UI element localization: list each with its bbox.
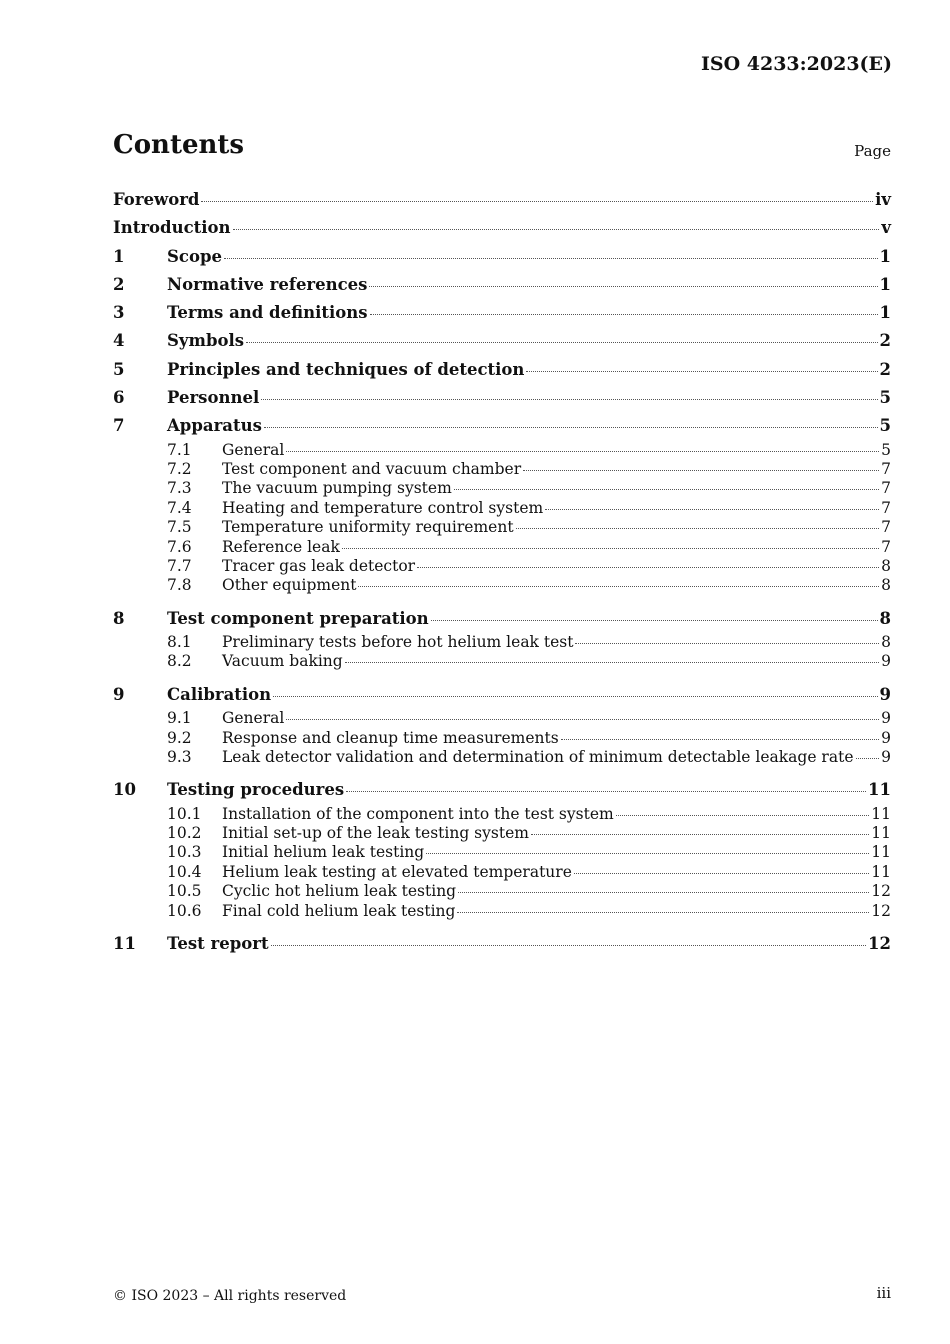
toc-entry-page: 11 [871,804,891,823]
toc-entry-title: Introduction [113,218,231,238]
toc-entry-page: 11 [868,780,891,800]
toc-entry-title: Preliminary tests before hot helium leak test [222,633,574,652]
toc-subsection-entry[interactable] [113,729,891,748]
toc-section-entry[interactable] [113,412,891,440]
toc-entry-title: Testing procedures [167,780,345,800]
toc-entry-page: 8 [881,576,891,595]
toc-entry-number: 7.2 [167,460,192,479]
toc-entry-page: v [881,218,891,238]
toc-entry-number: 6 [113,388,125,408]
toc-subsection-entry[interactable] [113,460,891,479]
toc-entry-title: Principles and techniques of detection [167,359,525,379]
dot-leader [545,508,879,510]
toc-entry-page: 1 [879,303,891,323]
toc-entry-title: General [222,709,285,728]
toc-entry-number: 8.2 [167,652,192,671]
toc-entry-page: 11 [871,824,891,843]
toc-entry-title: Calibration [167,684,272,704]
toc-entry-number: 8.1 [167,633,192,652]
toc-subsection-entry[interactable] [113,557,891,576]
toc-entry-title: Cyclic hot helium leak testing [222,882,457,901]
toc-subsection-entry[interactable] [113,633,891,652]
toc-subsection-entry[interactable] [113,518,891,537]
dot-leader [261,398,877,400]
toc-entry-page: 1 [879,274,891,294]
toc-entry-page: 12 [871,882,891,901]
dot-leader [201,200,873,202]
toc-section-entry[interactable] [113,186,891,214]
toc-entry-page: 7 [881,537,891,556]
dot-leader [561,738,879,740]
dot-leader [616,814,870,816]
toc-entry-page: 9 [881,728,891,747]
toc-entry-number: 7.5 [167,518,192,537]
toc-entry-number: 9.3 [167,747,192,766]
page-title: Contents [113,130,245,160]
copyright-notice: © ISO 2023 – All rights reserved [113,1288,347,1304]
toc-subsection-entry[interactable] [113,652,891,671]
toc-section-entry[interactable] [113,605,891,633]
document-id: ISO 4233:2023(E) [700,53,892,75]
dot-leader [273,695,877,697]
toc-subsection-entry[interactable] [113,843,891,862]
toc-entry-page: 7 [881,479,891,498]
toc-entry-title: Helium leak testing at elevated temperature [222,862,572,881]
toc-entry-number: 9.1 [167,709,192,728]
dot-leader [575,642,879,644]
toc-entry-number: 10.4 [167,862,202,881]
toc-entry-page: 5 [879,416,891,436]
dot-leader [286,450,879,452]
toc-entry-title: Test report [167,933,269,953]
toc-subsection-entry[interactable] [113,863,891,882]
toc-entry-page: 2 [879,331,891,351]
toc-entry-number: 8 [113,608,125,628]
toc-entry-page: iv [875,190,891,209]
toc-entry-page: 9 [881,652,891,671]
dot-leader [417,566,879,568]
toc-entry-title: Leak detector validation and determination of minimum detectable leakage rate [222,747,854,766]
toc-entry-title: General [222,440,285,459]
dot-leader [233,228,880,230]
toc-section-entry[interactable] [113,214,891,242]
dot-leader [454,488,879,490]
toc-entry-number: 7.3 [167,479,192,498]
dot-leader [531,833,869,835]
toc-entry-title: Normative references [167,274,368,294]
toc-subsection-entry[interactable] [113,805,891,824]
toc-entry-page: 12 [868,933,891,953]
toc-entry-title: Terms and definitions [167,303,368,323]
dot-leader [345,661,879,663]
toc-entry-title: Temperature uniformity requirement [222,518,514,537]
dot-leader [224,257,878,259]
toc-section-entry[interactable] [113,356,891,384]
toc-entry-page: 8 [881,557,891,576]
toc-section-entry[interactable] [113,299,891,327]
toc-entry-number: 10 [113,780,136,800]
toc-entry-title: Test component and vacuum chamber [222,460,522,479]
toc-entry-title: Scope [167,246,223,266]
toc-entry-number: 10.5 [167,882,202,901]
toc-section-entry[interactable] [113,327,891,355]
toc-entry-number: 10.2 [167,824,202,843]
toc-subsection-entry[interactable] [113,824,891,843]
toc-entry-number: 2 [113,274,125,294]
toc-entry-number: 7.8 [167,576,192,595]
toc-entry-number: 9.2 [167,728,192,747]
toc-subsection-entry[interactable] [113,576,891,595]
toc-entry-title: Symbols [167,331,245,351]
table-of-contents [113,186,891,958]
dot-leader [526,370,877,372]
dot-leader [457,911,869,913]
dot-leader [523,469,879,471]
toc-entry-number: 3 [113,303,125,323]
toc-entry-page: 12 [871,901,891,920]
toc-entry-number: 11 [113,933,136,953]
toc-entry-number: 7.1 [167,440,192,459]
toc-entry-page: 7 [881,498,891,517]
toc-entry-title: Apparatus [167,416,262,436]
toc-section-entry[interactable] [113,243,891,271]
toc-entry-number: 7.7 [167,557,192,576]
toc-entry-page: 9 [881,709,891,728]
dot-leader [271,944,866,946]
toc-entry-number: 7 [113,416,125,436]
page-number: iii [876,1284,891,1302]
toc-entry-number: 10.1 [167,804,202,823]
toc-entry-page: 8 [879,608,891,628]
dot-leader [369,285,877,287]
toc-entry-number: 10.3 [167,843,202,862]
toc-subsection-entry[interactable] [113,479,891,498]
toc-entry-title: Other equipment [222,576,357,595]
toc-entry-number: 4 [113,331,125,351]
toc-entry-page: 9 [881,747,891,766]
toc-section-entry[interactable] [113,271,891,299]
toc-entry-page: 1 [879,246,891,266]
toc-entry-page: 7 [881,460,891,479]
toc-entry-page: 5 [879,388,891,408]
toc-entry-number: 5 [113,359,125,379]
dot-leader [516,527,880,529]
toc-entry-title: Tracer gas leak detector [222,557,416,576]
toc-entry-title: Test component preparation [167,608,429,628]
toc-subsection-entry[interactable] [113,882,891,901]
toc-entry-title: Final cold helium leak testing [222,901,456,920]
toc-entry-title: Vacuum baking [222,652,343,671]
toc-entry-page: 9 [879,684,891,704]
toc-entry-number: 1 [113,246,125,266]
toc-entry-title: Response and cleanup time measurements [222,728,559,747]
toc-entry-page: 7 [881,518,891,537]
toc-subsection-entry[interactable] [113,902,891,921]
toc-entry-title: Foreword [113,190,200,209]
toc-entry-title: Personnel [167,388,260,408]
toc-entry-page: 8 [881,633,891,652]
toc-entry-page: 5 [881,440,891,459]
toc-section-entry[interactable] [113,776,891,804]
toc-subsection-entry[interactable] [113,441,891,460]
dot-leader [286,718,879,720]
dot-leader [458,891,869,893]
toc-entry-title: Heating and temperature control system [222,498,544,517]
toc-subsection-entry[interactable] [113,499,891,518]
toc-entry-title: Installation of the component into the test system [222,804,614,823]
dot-leader [346,790,866,792]
toc-entry-page: 11 [871,843,891,862]
toc-section-entry[interactable] [113,681,891,709]
toc-section-entry[interactable] [113,930,891,958]
dot-leader [426,852,869,854]
toc-entry-title: Initial set-up of the leak testing system [222,824,529,843]
toc-section-entry[interactable] [113,384,891,412]
toc-entry-number: 7.6 [167,537,192,556]
dot-leader [856,757,880,759]
toc-entry-page: 11 [871,862,891,881]
toc-entry-number: 9 [113,684,125,704]
toc-entry-title: Reference leak [222,537,340,556]
toc-entry-number: 10.6 [167,901,202,920]
toc-subsection-entry[interactable] [113,748,891,767]
page-column-label: Page [854,142,891,160]
dot-leader [342,547,879,549]
toc-entry-title: Initial helium leak testing [222,843,425,862]
dot-leader [246,341,877,343]
dot-leader [358,585,879,587]
toc-entry-number: 7.4 [167,498,192,517]
dot-leader [431,619,878,621]
dot-leader [574,872,869,874]
toc-entry-title: The vacuum pumping system [222,479,452,498]
toc-subsection-entry[interactable] [113,709,891,728]
dot-leader [264,426,878,428]
toc-entry-page: 2 [879,359,891,379]
toc-subsection-entry[interactable] [113,538,891,557]
dot-leader [370,313,878,315]
